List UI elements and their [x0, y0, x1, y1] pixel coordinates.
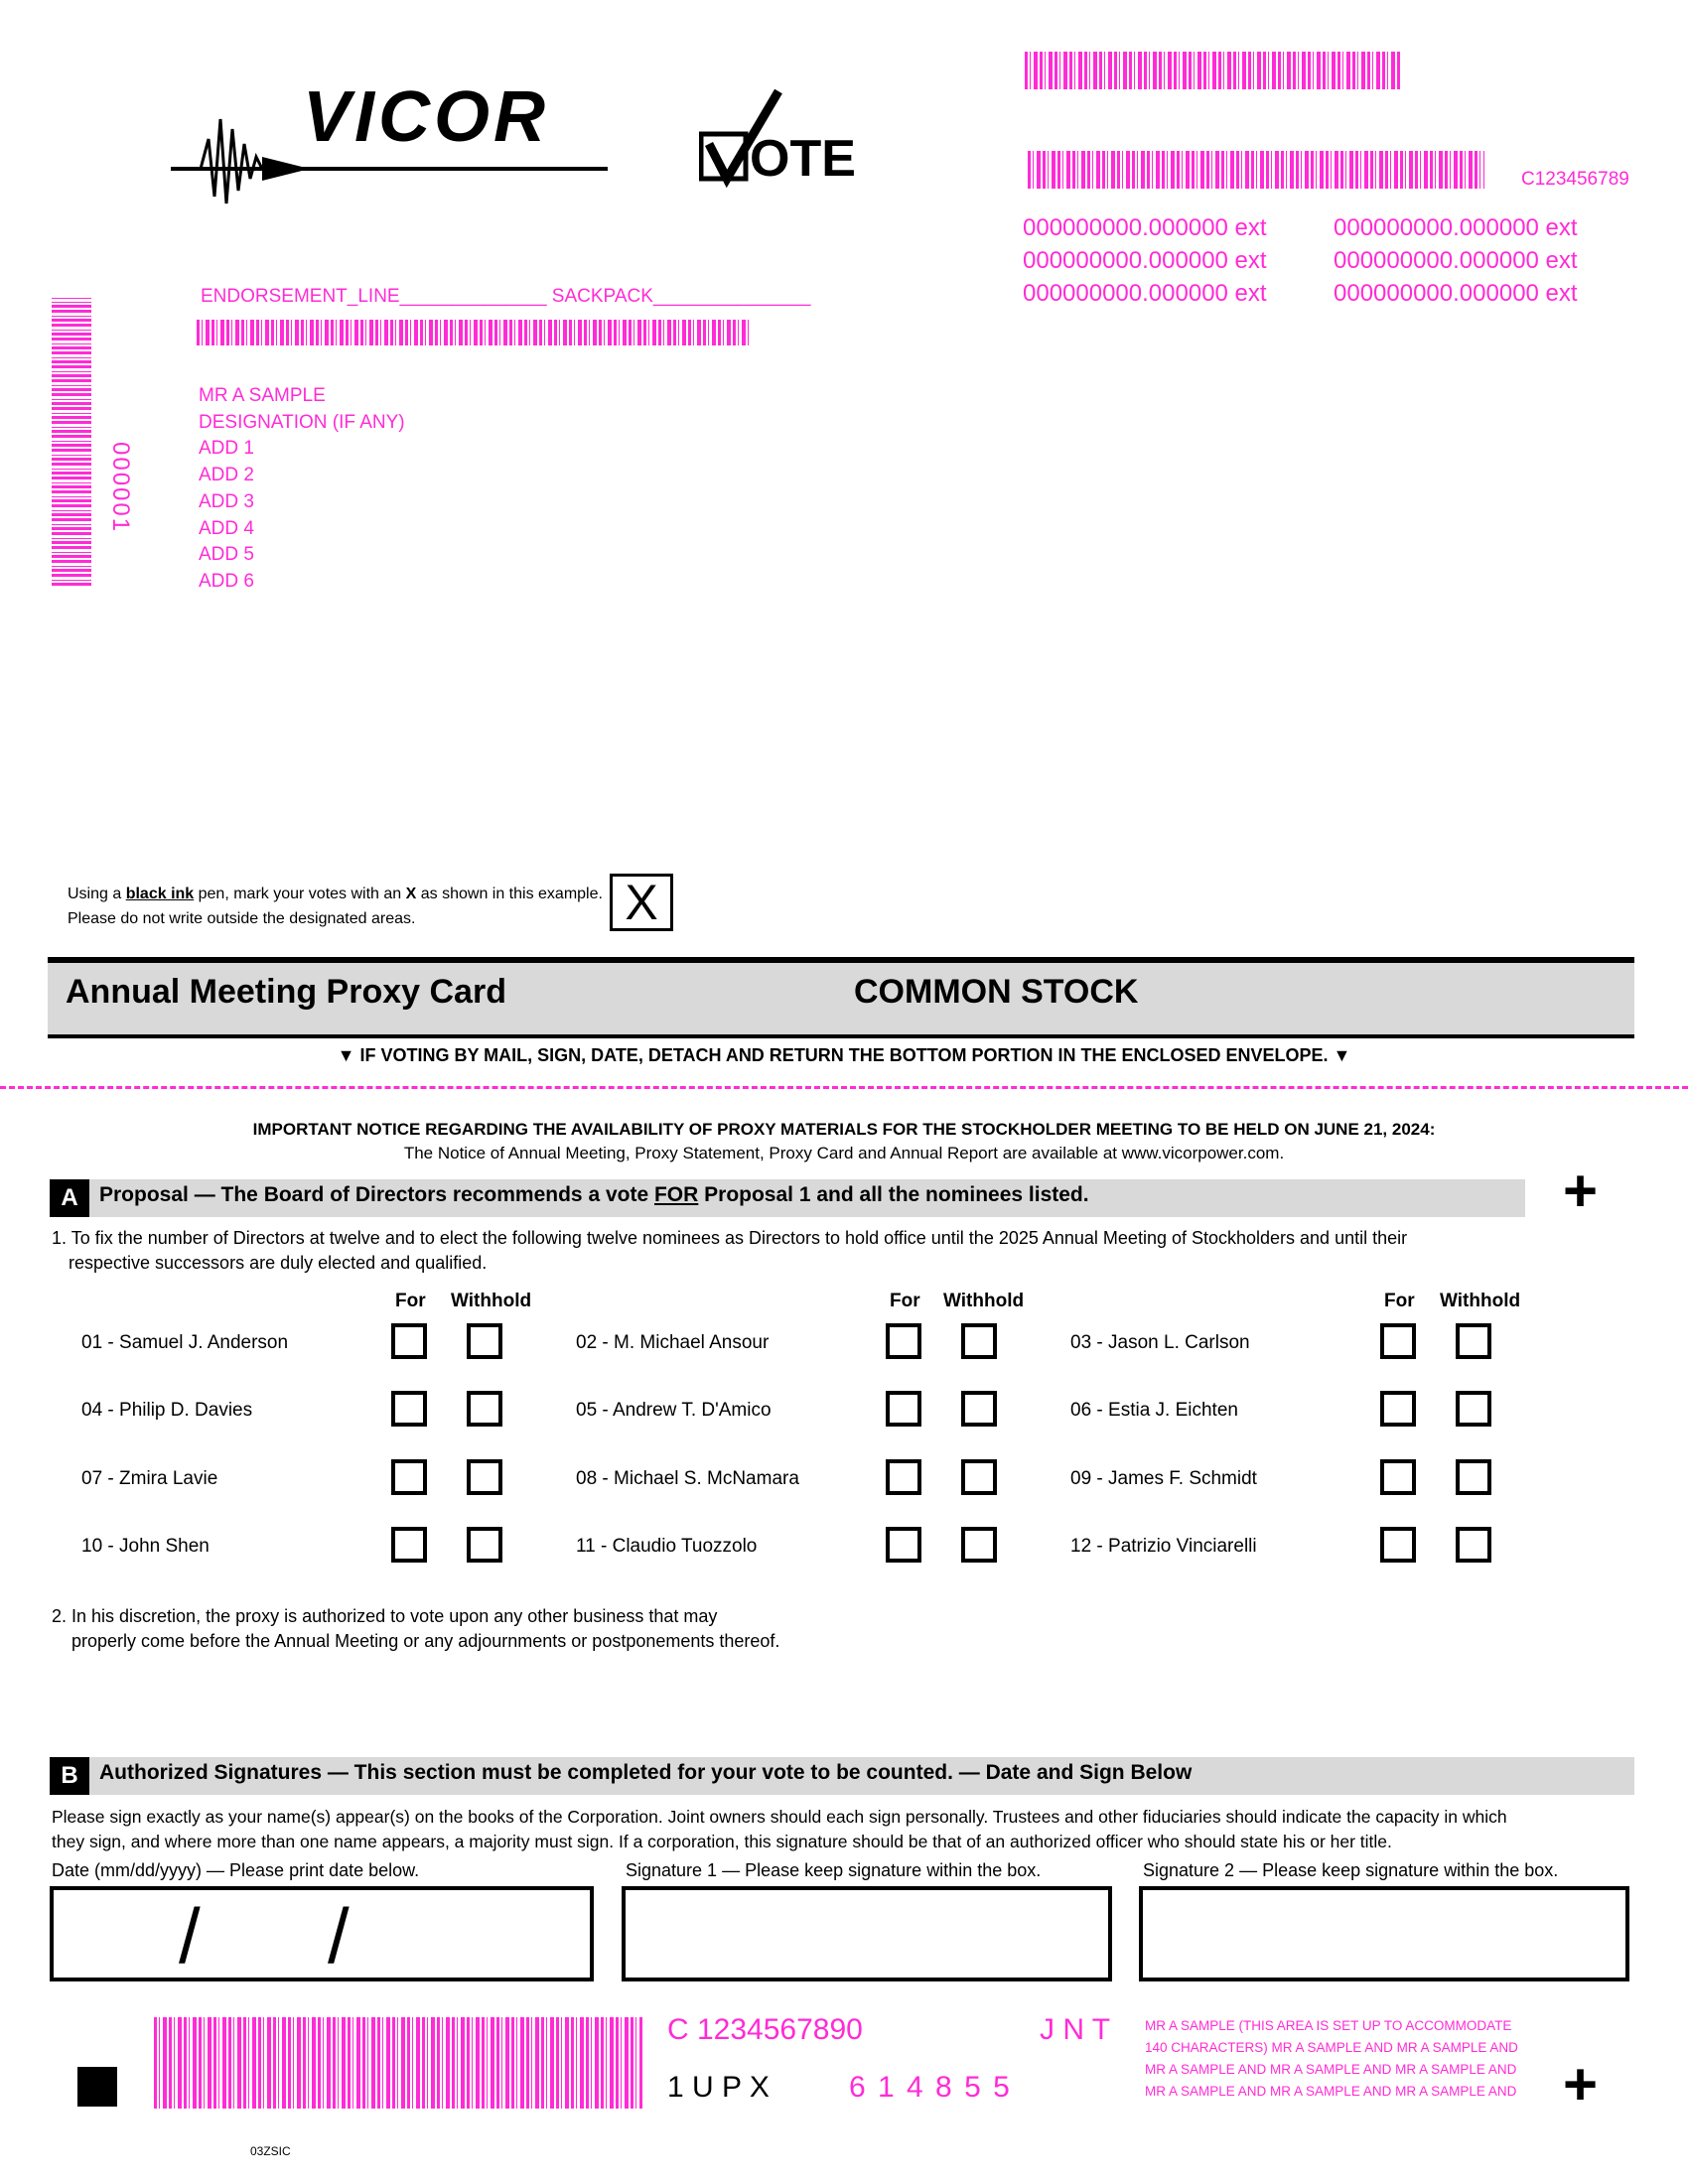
nominee-name: 05 - Andrew T. D'Amico: [576, 1400, 772, 1421]
sample-text-block: MR A SAMPLE (THIS AREA IS SET UP TO ACCOMMODATE 140 CHARACTERS) MR A SAMPLE AND MR A SAMPLE AND MR A SAMPLE AND MR A SAMPLE AND MR A SAMPLE AND MR A SAMPLE AND MR A SAMPLE AND MR A SAMPLE AND: [1145, 2018, 1518, 2099]
nominee-name: 12 - Patrizio Vinciarelli: [1070, 1536, 1257, 1557]
section-a-title: Proposal — The Board of Directors recommends a vote FOR Proposal 1 and all the nominees listed.: [99, 1183, 1089, 1206]
ext-code: 000000000.000000 ext: [1334, 247, 1578, 274]
top-barcode: [1025, 52, 1402, 89]
plus-mark-icon: +: [1563, 1158, 1599, 1224]
upx-code: 1 U P X: [667, 2071, 770, 2104]
nominee-name: 03 - Jason L. Carlson: [1070, 1332, 1250, 1353]
address-line: ADD 5: [199, 544, 254, 566]
endorsement-line: ENDORSEMENT_LINE______________ SACKPACK_______________: [201, 286, 811, 307]
jnt-code: J N T: [1040, 2013, 1111, 2046]
instruction-line-2: Please do not write outside the designated areas.: [68, 910, 416, 927]
withhold-checkbox[interactable]: [467, 1527, 502, 1563]
for-checkbox[interactable]: [1380, 1323, 1416, 1359]
signature-2-label: Signature 2 — Please keep signature within the box.: [1143, 1860, 1559, 1880]
col-withhold: Withhold: [1440, 1291, 1521, 1311]
address-line: ADD 1: [199, 438, 254, 460]
withhold-checkbox[interactable]: [1456, 1391, 1491, 1427]
section-a-letter: A: [50, 1179, 89, 1217]
col-withhold: Withhold: [451, 1291, 532, 1311]
section-b-title: Authorized Signatures — This section must be completed for your vote to be counted. — Date and Sign Below: [99, 1761, 1193, 1784]
notice-heading: IMPORTANT NOTICE REGARDING THE AVAILABILITY OF PROXY MATERIALS FOR THE STOCKHOLDER MEETING TO BE HELD ON JUNE 21, 2024:: [252, 1120, 1436, 1139]
address-line: MR A SAMPLE: [199, 385, 326, 406]
section-b-letter: B: [50, 1757, 89, 1795]
signature-2-field[interactable]: [1139, 1886, 1629, 1981]
signature-1-label: Signature 1 — Please keep signature within the box.: [626, 1860, 1042, 1880]
col-for: For: [395, 1291, 426, 1311]
address-block: [199, 383, 405, 596]
address-line: ADD 4: [199, 517, 254, 539]
withhold-checkbox[interactable]: [1456, 1459, 1491, 1495]
withhold-checkbox[interactable]: [961, 1391, 997, 1427]
nominee-name: 11 - Claudio Tuozzolo: [576, 1536, 758, 1557]
nominee-name: 09 - James F. Schmidt: [1070, 1468, 1257, 1489]
date-separator: /: [328, 1892, 350, 1979]
form-code: 03ZSIC: [250, 2144, 291, 2158]
notice-body: The Notice of Annual Meeting, Proxy Statement, Proxy Card and Annual Report are available at www.vicorpower.com.: [403, 1144, 1285, 1162]
nominee-name: 10 - John Shen: [81, 1536, 210, 1557]
withhold-checkbox[interactable]: [1456, 1527, 1491, 1563]
for-checkbox[interactable]: [886, 1459, 921, 1495]
ext-code: 000000000.000000 ext: [1023, 280, 1267, 307]
col-for: For: [1384, 1291, 1415, 1311]
signature-1-field[interactable]: [622, 1886, 1112, 1981]
instructions: [68, 882, 603, 931]
address-line: ADD 3: [199, 490, 254, 512]
account-code: C123456789: [1521, 169, 1629, 190]
nominee-name: 08 - Michael S. McNamara: [576, 1468, 799, 1489]
for-checkbox[interactable]: [1380, 1527, 1416, 1563]
ext-code: 000000000.000000 ext: [1023, 247, 1267, 274]
for-checkbox[interactable]: [1380, 1459, 1416, 1495]
for-checkbox[interactable]: [391, 1391, 427, 1427]
for-checkbox[interactable]: [886, 1323, 921, 1359]
address-line: DESIGNATION (IF ANY): [199, 411, 405, 433]
sequence-number: 000001: [107, 442, 134, 534]
withhold-checkbox[interactable]: [467, 1323, 502, 1359]
for-checkbox[interactable]: [886, 1391, 921, 1427]
registration-square: [77, 2067, 117, 2107]
for-checkbox[interactable]: [391, 1459, 427, 1495]
vote-text: OTE: [750, 130, 856, 188]
nominee-name: 04 - Philip D. Davies: [81, 1400, 253, 1421]
account-barcode: [1028, 151, 1484, 189]
col-withhold: Withhold: [943, 1291, 1025, 1311]
proposal-1-text: 1. To fix the number of Directors at twelve and to elect the following twelve nominees as Directors to hold office until the 2025 Annual Meeting of Stockholders and until their respective successors are duly elected and qualified.: [52, 1228, 1408, 1273]
withhold-checkbox[interactable]: [467, 1391, 502, 1427]
section-b-body: Please sign exactly as your name(s) appear(s) on the books of the Corporation. Joint owners should each sign personally. Trustees and other fiduciaries should indicate the capacity in which they sign, and where more than one name appears, a majority must sign. If a corporation, this signature should be that of an authorized officer who should state his or her title.: [52, 1807, 1507, 1851]
detach-notice: ▼ IF VOTING BY MAIL, SIGN, DATE, DETACH AND RETURN THE BOTTOM PORTION IN THE ENCLOSED ENVELOPE. ▼: [337, 1045, 1351, 1065]
address-line: ADD 6: [199, 570, 254, 592]
nominee-name: 01 - Samuel J. Anderson: [81, 1332, 289, 1353]
withhold-checkbox[interactable]: [467, 1459, 502, 1495]
sequence-code: 6 1 4 8 5 5: [849, 2071, 1012, 2104]
for-checkbox[interactable]: [1380, 1391, 1416, 1427]
nominee-name: 02 - M. Michael Ansour: [576, 1332, 770, 1353]
instruction-line-1: Using a black ink pen, mark your votes with an X as shown in this example.: [68, 886, 603, 902]
perforation-line: [0, 1086, 1688, 1089]
example-mark-box: X: [610, 874, 673, 931]
date-field[interactable]: [50, 1886, 594, 1981]
side-barcode: [52, 298, 91, 586]
card-title: Annual Meeting Proxy Card: [66, 973, 506, 1011]
nominee-name: 06 - Estia J. Eichten: [1070, 1400, 1238, 1421]
control-number: C 1234567890: [667, 2013, 863, 2046]
for-checkbox[interactable]: [391, 1323, 427, 1359]
date-separator: /: [179, 1892, 201, 1979]
postal-barcode: [197, 320, 749, 345]
withhold-checkbox[interactable]: [961, 1459, 997, 1495]
ext-code: 000000000.000000 ext: [1023, 214, 1267, 241]
withhold-checkbox[interactable]: [961, 1527, 997, 1563]
ext-code: 000000000.000000 ext: [1334, 280, 1578, 307]
stock-class: COMMON STOCK: [854, 973, 1139, 1011]
withhold-checkbox[interactable]: [961, 1323, 997, 1359]
ext-code: 000000000.000000 ext: [1334, 214, 1578, 241]
date-label: Date (mm/dd/yyyy) — Please print date below.: [52, 1860, 420, 1880]
nominee-name: 07 - Zmira Lavie: [81, 1468, 218, 1489]
proposal-2-text: 2. In his discretion, the proxy is authorized to vote upon any other business that may properly come before the Annual Meeting or any adjournments or postponements thereof.: [52, 1606, 780, 1651]
address-line: ADD 2: [199, 465, 254, 486]
for-checkbox[interactable]: [391, 1527, 427, 1563]
plus-mark-icon: +: [1563, 2051, 1599, 2117]
footer-barcode: [154, 2017, 642, 2109]
vicor-logo-text: VICOR: [303, 77, 550, 157]
for-checkbox[interactable]: [886, 1527, 921, 1563]
withhold-checkbox[interactable]: [1456, 1323, 1491, 1359]
col-for: For: [890, 1291, 920, 1311]
